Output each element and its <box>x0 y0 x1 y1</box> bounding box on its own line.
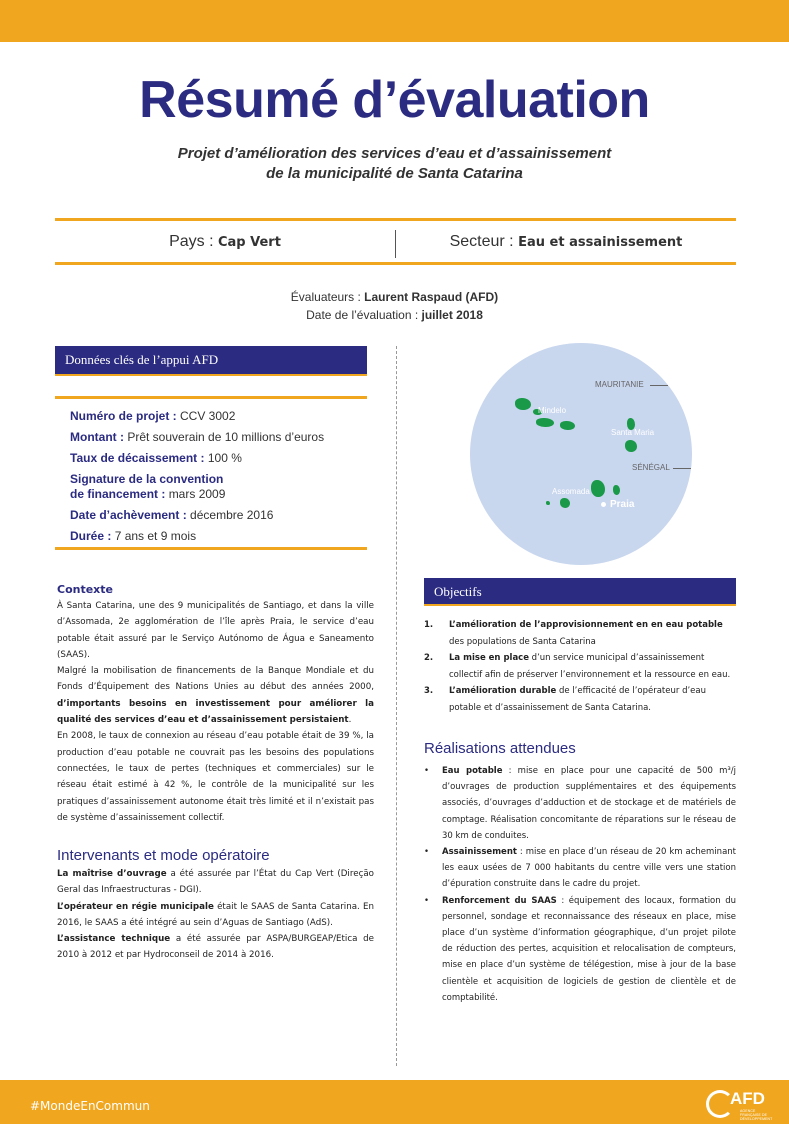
bullet-icon: • <box>424 766 430 776</box>
bullet-icon: • <box>424 895 430 906</box>
objectifs-list <box>424 617 736 716</box>
intervenants-p1-text: a été assurée par l’État du Cap Vert (Direção Geral das Infraestructuras - DGI). <box>57 869 374 896</box>
key-data-rule-top <box>55 396 367 399</box>
objectif-item <box>424 617 736 650</box>
objectif-item <box>424 650 736 683</box>
country-cell <box>55 233 395 251</box>
objectif-text: d’un service municipal d’assainissement collectif afin de préserver l’environnement et la ressource en eau. <box>449 653 731 680</box>
bullet-icon: • <box>424 847 430 858</box>
disbursement-rate-value: 100 % <box>207 451 242 465</box>
realisation-text: : mise en place pour une capacité de 500 m³/j d’ouvrages de production supplémentaires et des équipements associés, d’ouvrages d’adduction et de stockage et de matériels de comptage. Réalisation concomitante de réparations sur le réseau de 30 km de conduites. <box>442 766 736 841</box>
objectif-bold: La mise en place <box>449 653 529 663</box>
key-data-row <box>70 529 370 544</box>
objectif-text: des populations de Santa Catarina <box>449 636 596 647</box>
duration-label: Durée : <box>70 529 115 543</box>
sector-label: Secteur : <box>449 233 519 250</box>
realisation-item <box>424 893 736 1006</box>
evaluation-info <box>0 288 789 324</box>
realisation-bold: Renforcement du SAAS <box>442 895 557 906</box>
signature-date-value: mars 2009 <box>168 487 226 501</box>
evaluators-label: Évaluateurs : <box>290 290 365 304</box>
realisations-heading: Réalisations attendues <box>424 740 576 757</box>
objectif-bold: L’amélioration durable <box>449 686 557 696</box>
afd-logo <box>706 1088 773 1121</box>
evaluation-date-line <box>0 306 789 324</box>
map-label-senegal: SÉNÉGAL <box>632 463 670 472</box>
island <box>560 498 570 508</box>
contexte-paragraph-2 <box>57 663 374 728</box>
project-number-label: Numéro de projet : <box>70 409 181 423</box>
key-data-list <box>70 409 370 550</box>
island <box>625 440 637 452</box>
afd-logo-subtitle: AGENCE FRANÇAISE DE DÉVELOPPEMENT <box>740 1109 773 1121</box>
map-label-mauritanie: MAURITANIE <box>595 380 644 389</box>
intervenants-p1-bold: La maîtrise d’ouvrage <box>57 869 167 879</box>
map-leader-line <box>650 385 668 386</box>
disbursement-rate-label: Taux de décaissement : <box>70 451 208 465</box>
contexte-paragraph-1: À Santa Catarina, une des 9 municipalités de Santiago, et dans la ville d’Assomada, 2e agglomération de l’île après Praia, le service d’eau potable était assuré par le Serviço Autónomo de Água e Saneamento (SAAS). <box>57 601 374 660</box>
capital-praia: Praia <box>610 499 635 510</box>
intervenants-p3-bold: L’assistance technique <box>57 934 171 945</box>
island <box>560 421 575 430</box>
objectif-bold: L’amélioration de l’approvisionnement en en eau potable <box>449 620 723 630</box>
key-data-header-shadow <box>55 374 367 376</box>
realisations-list <box>424 763 736 1006</box>
objectifs-header-shadow <box>424 604 736 606</box>
intervenants-heading: Intervenants et mode opératoire <box>57 847 270 864</box>
objectif-number: 2. <box>424 653 434 663</box>
contexte-paragraph-3: En 2008, le taux de connexion au réseau d’eau potable était de 39 %, la production d’eau potable ne couvrait pas les besoins des populations connectées, le taux de pertes (techniques et commerciales) sur le réseau était estimé à 42 %, le contrôle de la municipalité sur les pratiques d’assainissement autonome était très limité et il n’existait pas de système d’assainissement collectif. <box>57 731 374 823</box>
objectif-number: 1. <box>424 620 434 630</box>
realisation-bold: Assainissement <box>442 847 517 858</box>
key-data-row <box>70 430 370 445</box>
contexte-p2-bold: d’importants besoins en investissement pour améliorer la qualité des services d’eau et d’assainissement persistaient <box>57 698 374 726</box>
capital-marker <box>601 502 606 507</box>
afd-logo-text: AFD <box>730 1089 765 1108</box>
realisation-item <box>424 844 736 893</box>
key-data-rule-bottom <box>55 547 367 550</box>
column-divider <box>396 346 397 1066</box>
island <box>515 398 531 410</box>
town-santa-maria: Santa Maria <box>611 428 655 437</box>
subtitle-line-2: de la municipalité de Santa Catarina <box>266 165 523 182</box>
sector-cell <box>396 233 736 251</box>
intervenants-paragraph-2 <box>57 899 374 932</box>
amount-value: Prêt souverain de 10 millions d’euros <box>127 430 325 444</box>
completion-date-label: Date d’achèvement : <box>70 508 191 522</box>
cape-verde-map <box>470 343 692 565</box>
realisation-bold: Eau potable <box>442 766 503 776</box>
intervenants-paragraph-3 <box>57 931 374 964</box>
objectif-number: 3. <box>424 686 434 696</box>
rule-top <box>55 218 736 221</box>
key-data-header: Données clés de l’appui AFD <box>55 346 367 374</box>
realisation-text: : équipement des locaux, formation du personnel, sondage et reconnaissance des réseaux en place, mise place d’un système d’information géographique, d’un projet pilote de réduction des pertes, acquisition et relocalisation de compteurs, mise en place d’un système de télégestion, mise à jour de la base clientèle et acquisition de logiciels de gestion de clientèle et de comptabilité. <box>442 895 736 1003</box>
town-mindelo: Mindelo <box>538 406 567 415</box>
amount-label: Montant : <box>70 430 128 444</box>
duration-value: 7 ans et 9 mois <box>114 529 197 543</box>
island <box>613 485 620 495</box>
top-band <box>0 0 789 42</box>
island <box>547 421 550 424</box>
intervenants-p2-text: était le SAAS de Santa Catarina. En 2016, le SAAS a été intégré au sein d’Aguas de Santiago (AdS). <box>57 901 375 928</box>
key-data-row <box>70 409 370 424</box>
country-label: Pays : <box>169 233 218 250</box>
map-leader-line <box>673 468 691 469</box>
town-assomada: Assomada <box>552 487 590 496</box>
objectif-text: de l’efficacité de l’opérateur d’eau potable et d’assainissement de Santa Catarina. <box>449 686 707 713</box>
country-value: Cap Vert <box>217 235 281 250</box>
project-number-value: CCV 3002 <box>180 409 236 423</box>
realisation-item <box>424 763 736 844</box>
intervenants-p2-bold: L’opérateur en régie municipale <box>57 901 214 912</box>
key-data-row <box>70 472 230 502</box>
intervenants-paragraph-1 <box>57 866 374 899</box>
contexte-heading: Contexte <box>57 583 113 596</box>
key-data-row <box>70 451 370 466</box>
completion-date-value: décembre 2016 <box>190 508 274 522</box>
contexte-p2-start: Malgré la mobilisation de financements de la Banque Mondiale et du Fonds d’Équipement des Nations Unies au début des années 2000, <box>57 666 374 693</box>
evaluation-date-value: juillet 2018 <box>421 308 483 322</box>
subtitle-line-1: Projet d’amélioration des services d’eau et d’assainissement <box>177 145 612 162</box>
evaluators-value: Laurent Raspaud (AFD) <box>364 290 499 304</box>
sector-value: Eau et assainissement <box>518 235 683 250</box>
hashtag[interactable]: #MondeEnCommun <box>30 1099 150 1113</box>
intervenants-text <box>57 866 374 964</box>
objectifs-header: Objectifs <box>424 578 736 606</box>
signature-date-label: Signature de la convention de financement : <box>70 472 224 501</box>
key-data-row <box>70 508 370 523</box>
evaluators-line <box>0 288 789 306</box>
evaluation-date-label: Date de l’évaluation : <box>306 308 422 322</box>
intervenants-p3-text: a été assurée par ASPA/BURGEAP/Etica de 2010 à 2012 et par Hydroconseil de 2014 à 2016. <box>57 934 374 961</box>
objectif-item <box>424 683 736 716</box>
page-subtitle <box>100 144 689 184</box>
realisation-text: : mise en place d’un réseau de 20 km acheminant les eaux usées de 7 000 habitants du centre ville vers une station d’épuration construite dans le cadre du projet. <box>442 847 736 890</box>
contexte-text <box>57 598 374 826</box>
rule-bottom <box>55 262 736 265</box>
info-bar <box>55 228 736 260</box>
island <box>546 501 550 505</box>
contexte-p2-end: . <box>348 715 352 726</box>
page-title: Résumé d’évaluation <box>139 71 650 129</box>
island <box>536 418 554 427</box>
island <box>591 480 605 497</box>
